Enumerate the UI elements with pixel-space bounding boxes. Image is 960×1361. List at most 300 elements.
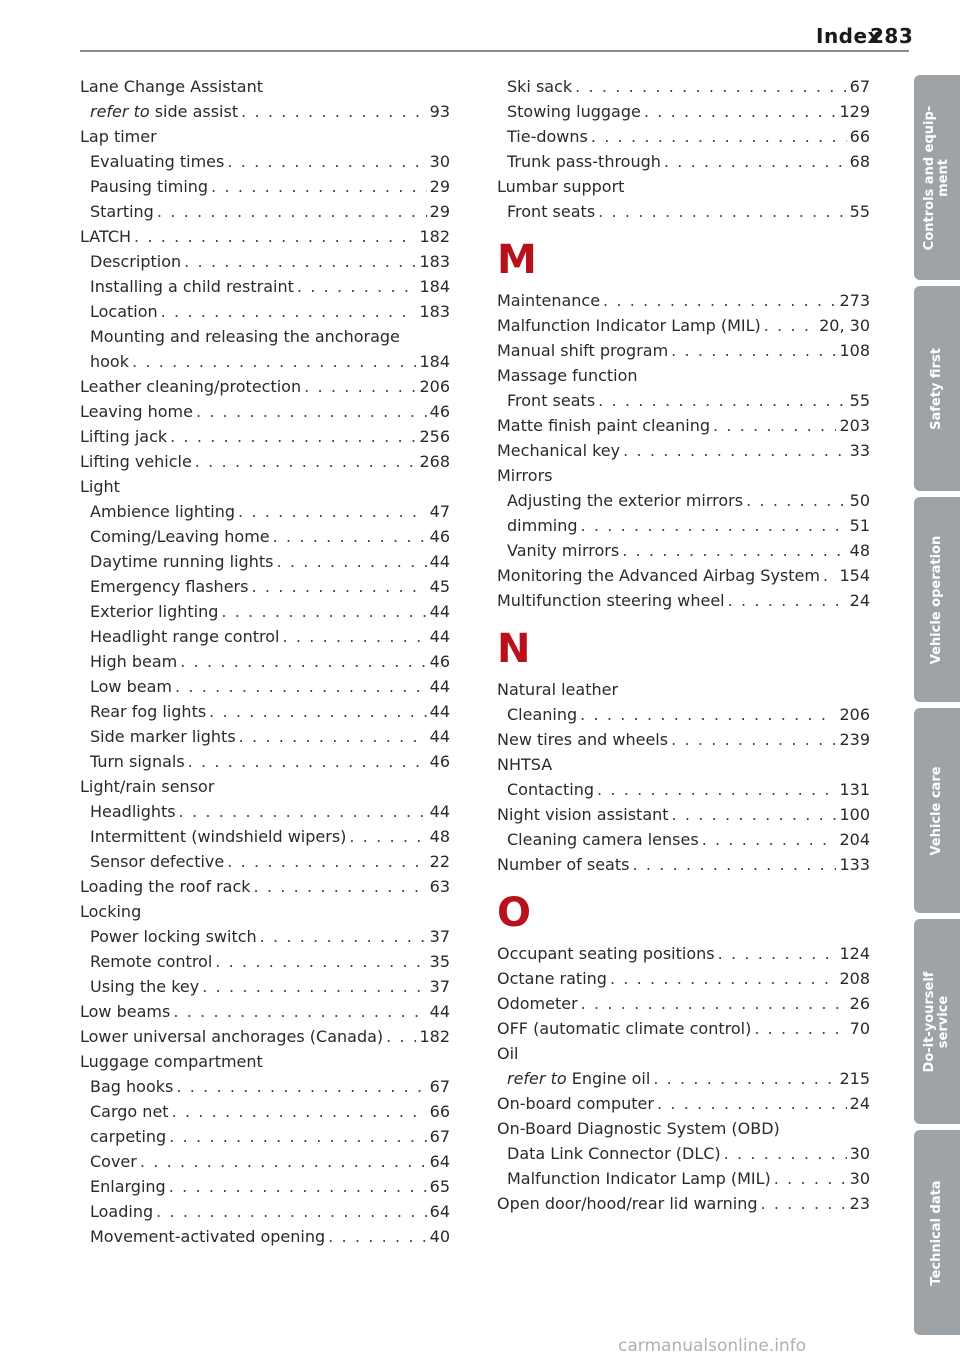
dot-leader (349, 824, 426, 849)
index-entry (497, 513, 870, 538)
entry-page-number: 256 (419, 427, 450, 446)
dot-leader (597, 777, 836, 802)
index-entry (80, 1124, 450, 1149)
dot-leader (664, 149, 847, 174)
section-tab[interactable] (914, 1130, 960, 1335)
entry-page-number: 23 (849, 1194, 870, 1213)
index-entry (80, 299, 450, 324)
entry-page-number: 44 (429, 677, 450, 696)
entry-page-number: 66 (429, 1102, 450, 1121)
dot-leader (580, 702, 836, 727)
entry-page-number: 30 (849, 1169, 870, 1188)
index-entry (80, 174, 450, 199)
dot-leader (632, 852, 836, 877)
entry-page-number: 46 (429, 652, 450, 671)
entry-label: hook (90, 352, 129, 371)
entry-label: Tie-downs (507, 127, 588, 146)
section-tab-label: Vehicle operation (929, 535, 944, 664)
entry-label: Vanity mirrors (507, 541, 620, 560)
index-heading (497, 677, 870, 702)
dot-leader (598, 388, 846, 413)
index-entry (497, 1066, 870, 1091)
entry-page-number: 66 (849, 127, 870, 146)
dot-leader (209, 699, 426, 724)
index-entry (80, 1149, 450, 1174)
dot-leader (195, 449, 417, 474)
index-entry (497, 149, 870, 174)
entry-page-number: 64 (429, 1152, 450, 1171)
index-entry (80, 1074, 450, 1099)
refer-target: side assist (149, 102, 239, 121)
dot-leader (764, 313, 816, 338)
refer-to-text: refer to (507, 1069, 567, 1088)
index-entry (497, 1016, 870, 1041)
dot-leader (169, 1174, 427, 1199)
entry-label: Odometer (497, 994, 578, 1013)
entry-label: Contacting (507, 780, 594, 799)
entry-page-number: 24 (849, 1094, 870, 1113)
entry-page-number: 35 (429, 952, 450, 971)
dot-leader (172, 1099, 427, 1124)
entry-label: Light (80, 477, 120, 496)
entry-label: Bag hooks (90, 1077, 174, 1096)
entry-label: On-board computer (497, 1094, 654, 1113)
index-heading (497, 363, 870, 388)
dot-leader (227, 849, 426, 874)
entry-page-number: 183 (419, 302, 450, 321)
dot-leader (175, 674, 427, 699)
dot-leader (260, 924, 427, 949)
entry-label: Using the key (90, 977, 200, 996)
entry-page-number: 154 (839, 566, 870, 585)
dot-leader (276, 549, 426, 574)
entry-label: Front seats (507, 391, 596, 410)
page-number: 283 (870, 24, 914, 48)
index-entry (80, 699, 450, 724)
index-entry (497, 1091, 870, 1116)
entry-page-number: 30 (849, 1144, 870, 1163)
entry-page-number: 65 (429, 1177, 450, 1196)
index-heading (497, 1116, 870, 1141)
letter-heading: M (497, 237, 537, 283)
index-entry (80, 1099, 450, 1124)
dot-leader (724, 1141, 847, 1166)
entry-label: Mounting and releasing the anchorage (90, 327, 400, 346)
dot-leader (134, 224, 416, 249)
entry-label: Intermittent (windshield wipers) (90, 827, 347, 846)
entry-page-number: 239 (839, 730, 870, 749)
entry-label: Adjusting the exterior mirrors (507, 491, 744, 510)
entry-label: Rear fog lights (90, 702, 207, 721)
entry-page-number: 108 (839, 341, 870, 360)
entry-page-number: 208 (839, 969, 870, 988)
entry-page-number: 67 (429, 1077, 450, 1096)
entry-label: Night vision assistant (497, 805, 669, 824)
index-entry (80, 99, 450, 124)
entry-label: carpeting (90, 1127, 167, 1146)
dot-leader (251, 574, 426, 599)
dot-leader (254, 874, 427, 899)
section-tab[interactable] (914, 75, 960, 280)
entry-label: Daytime running lights (90, 552, 274, 571)
entry-page-number: 46 (429, 402, 450, 421)
entry-label: Power locking switch (90, 927, 257, 946)
entry-page-number: 30 (429, 152, 450, 171)
index-entry (497, 199, 870, 224)
entry-page-number: 40 (429, 1227, 450, 1246)
dot-leader (761, 1191, 847, 1216)
entry-label: Location (90, 302, 158, 321)
entry-label: Cleaning (507, 705, 578, 724)
entry-page-number: 37 (429, 927, 450, 946)
entry-label: Leaving home (80, 402, 193, 421)
entry-label: Light/rain sensor (80, 777, 215, 796)
dot-leader (754, 1016, 846, 1041)
entry-label: High beam (90, 652, 178, 671)
entry-page-number: 29 (429, 202, 450, 221)
index-entry (497, 99, 870, 124)
dot-leader (132, 349, 416, 374)
entry-label: Maintenance (497, 291, 601, 310)
dot-leader (672, 802, 837, 827)
entry-label: dimming (507, 516, 578, 535)
index-entry (80, 224, 450, 249)
entry-page-number: 133 (839, 855, 870, 874)
entry-page-number: 100 (839, 805, 870, 824)
index-entry (497, 802, 870, 827)
index-column-right (497, 74, 870, 1216)
index-entry (497, 852, 870, 877)
dot-leader (282, 624, 426, 649)
index-entry (497, 991, 870, 1016)
entry-label: OFF (automatic climate control) (497, 1019, 752, 1038)
dot-leader (728, 588, 847, 613)
dot-leader (598, 199, 846, 224)
dot-leader (161, 299, 417, 324)
index-entry (80, 1224, 450, 1249)
entry-label: Occupant seating positions (497, 944, 715, 963)
dot-leader (188, 749, 427, 774)
entry-page-number: 46 (429, 527, 450, 546)
dot-leader (671, 338, 836, 363)
dot-leader (173, 999, 426, 1024)
index-heading (80, 124, 450, 149)
entry-page-number: 70 (849, 1019, 870, 1038)
index-entry (80, 824, 450, 849)
entry-label: Evaluating times (90, 152, 225, 171)
dot-leader (622, 538, 846, 563)
entry-page-number: 124 (839, 944, 870, 963)
dot-leader (657, 1091, 847, 1116)
index-entry (497, 827, 870, 852)
dot-leader (140, 1149, 427, 1174)
entry-label: Number of seats (497, 855, 630, 874)
section-tab[interactable] (914, 708, 960, 913)
entry-page-number: 55 (849, 391, 870, 410)
entry-label: Remote control (90, 952, 213, 971)
index-entry (80, 374, 450, 399)
entry-label: Headlight range control (90, 627, 280, 646)
entry-label: Sensor defective (90, 852, 225, 871)
header-rule (80, 50, 909, 52)
index-heading (80, 1049, 450, 1074)
entry-page-number: 67 (849, 77, 870, 96)
entry-label: Ski sack (507, 77, 573, 96)
entry-page-number: 48 (849, 541, 870, 560)
entry-label: Monitoring the Advanced Airbag System (497, 566, 820, 585)
dot-leader (241, 99, 427, 124)
dot-leader (273, 524, 427, 549)
dot-leader (823, 563, 837, 588)
entry-label: NHTSA (497, 755, 553, 774)
dot-leader (297, 274, 417, 299)
entry-page-number: 44 (429, 602, 450, 621)
entry-label: New tires and wheels (497, 730, 669, 749)
dot-leader (196, 399, 427, 424)
index-heading (497, 1041, 870, 1066)
entry-label: Lap timer (80, 127, 157, 146)
entry-page-number: 45 (429, 577, 450, 596)
index-heading (497, 463, 870, 488)
index-entry (80, 624, 450, 649)
entry-label: Lower universal anchorages (Canada) (80, 1027, 384, 1046)
dot-leader (713, 413, 836, 438)
section-tab[interactable] (914, 497, 960, 702)
entry-label: LATCH (80, 227, 132, 246)
entry-page-number: 182 (419, 227, 450, 246)
letter-heading: N (497, 626, 531, 672)
entry-label: Headlights (90, 802, 176, 821)
entry-label: Multifunction steering wheel (497, 591, 725, 610)
index-entry (80, 924, 450, 949)
entry-label (507, 1066, 650, 1091)
entry-label: Ambience lighting (90, 502, 236, 521)
index-entry (497, 413, 870, 438)
dot-leader (746, 488, 847, 513)
section-tab[interactable] (914, 286, 960, 491)
dot-leader (671, 727, 836, 752)
dot-leader (221, 599, 426, 624)
entry-label: Front seats (507, 202, 596, 221)
index-entry (80, 424, 450, 449)
dot-leader (239, 724, 427, 749)
index-entry (497, 438, 870, 463)
entry-page-number: 22 (429, 852, 450, 871)
index-entry (80, 674, 450, 699)
dot-leader (211, 174, 427, 199)
entry-page-number: 44 (429, 552, 450, 571)
entry-page-number: 67 (429, 1127, 450, 1146)
entry-label: Stowing luggage (507, 102, 641, 121)
index-entry (80, 574, 450, 599)
entry-page-number: 182 (419, 1027, 450, 1046)
index-entry (497, 966, 870, 991)
entry-label: Oil (497, 1044, 519, 1063)
entry-label: Cleaning camera lenses (507, 830, 699, 849)
index-entry (80, 599, 450, 624)
entry-page-number: 51 (849, 516, 870, 535)
entry-label: Data Link Connector (DLC) (507, 1144, 721, 1163)
entry-label: Natural leather (497, 680, 619, 699)
refer-target: Engine oil (566, 1069, 651, 1088)
dot-leader (156, 1199, 427, 1224)
index-entry (497, 338, 870, 363)
index-entry (80, 649, 450, 674)
page-section-title: Index (816, 24, 881, 48)
entry-page-number: 44 (429, 1002, 450, 1021)
index-column-left (80, 74, 450, 1249)
entry-label: Octane rating (497, 969, 607, 988)
entry-label: Turn signals (90, 752, 185, 771)
index-entry (497, 74, 870, 99)
dot-leader (176, 1074, 426, 1099)
dot-leader (304, 374, 416, 399)
entry-label: Trunk pass-through (507, 152, 661, 171)
entry-label: Lumbar support (497, 177, 625, 196)
entry-label: Cargo net (90, 1102, 169, 1121)
dot-leader (169, 1124, 426, 1149)
section-tabs (914, 75, 960, 1341)
entry-label: Cover (90, 1152, 137, 1171)
entry-label: Open door/hood/rear lid warning (497, 1194, 758, 1213)
entry-label: Malfunction Indicator Lamp (MIL) (497, 316, 761, 335)
entry-page-number: 203 (839, 416, 870, 435)
index-entry (497, 313, 870, 338)
entry-label: Lifting vehicle (80, 452, 192, 471)
index-entry (80, 874, 450, 899)
section-tab-label: Controls and equip- ment (922, 105, 951, 250)
entry-page-number: 26 (849, 994, 870, 1013)
section-tab[interactable] (914, 919, 960, 1124)
entry-label: Locking (80, 902, 142, 921)
entry-page-number: 268 (419, 452, 450, 471)
entry-label: Side marker lights (90, 727, 236, 746)
index-heading (497, 752, 870, 777)
dot-leader (581, 513, 847, 538)
watermark: carmanualsonline.info (618, 1336, 807, 1356)
entry-page-number: 44 (429, 702, 450, 721)
index-entry (80, 449, 450, 474)
index-entry (80, 199, 450, 224)
entry-page-number: 93 (429, 102, 450, 121)
index-entry (80, 724, 450, 749)
index-entry (497, 538, 870, 563)
index-entry (497, 288, 870, 313)
entry-page-number: 44 (429, 802, 450, 821)
entry-page-number: 64 (429, 1202, 450, 1221)
letter-heading: O (497, 890, 532, 936)
dot-leader (581, 991, 847, 1016)
entry-label: Mechanical key (497, 441, 621, 460)
entry-label (90, 99, 238, 124)
index-entry (497, 124, 870, 149)
index-entry (80, 749, 450, 774)
entry-label: Manual shift program (497, 341, 669, 360)
entry-label: Malfunction Indicator Lamp (MIL) (507, 1169, 771, 1188)
index-entry (80, 349, 450, 374)
entry-label: Description (90, 252, 182, 271)
section-tab-label: Do-it-yourself service (922, 971, 951, 1072)
entry-page-number: 131 (839, 780, 870, 799)
entry-page-number: 273 (839, 291, 870, 310)
entry-label: Loading the roof rack (80, 877, 251, 896)
dot-leader (184, 249, 416, 274)
dot-leader (591, 124, 847, 149)
index-heading (80, 774, 450, 799)
dot-leader (215, 949, 426, 974)
entry-label: Installing a child restraint (90, 277, 294, 296)
index-entry (80, 249, 450, 274)
index-heading (80, 324, 450, 349)
dot-leader (238, 499, 427, 524)
index-entry (497, 563, 870, 588)
entry-page-number: 37 (429, 977, 450, 996)
entry-label: Low beams (80, 1002, 171, 1021)
section-tab-label: Technical data (929, 1179, 944, 1286)
dot-leader (623, 438, 847, 463)
index-entry (497, 488, 870, 513)
entry-page-number: 20, 30 (819, 316, 870, 335)
dot-leader (702, 827, 837, 852)
dot-leader (653, 1066, 836, 1091)
entry-label: Movement-activated opening (90, 1227, 326, 1246)
entry-label: Luggage compartment (80, 1052, 263, 1071)
index-heading (80, 74, 450, 99)
entry-page-number: 44 (429, 727, 450, 746)
entry-label: Lifting jack (80, 427, 168, 446)
index-entry (80, 999, 450, 1024)
entry-page-number: 206 (419, 377, 450, 396)
entry-page-number: 48 (429, 827, 450, 846)
index-heading (497, 174, 870, 199)
index-entry (497, 1166, 870, 1191)
entry-label: Massage function (497, 366, 638, 385)
index-entry (80, 849, 450, 874)
index-entry (497, 941, 870, 966)
index-entry (497, 777, 870, 802)
entry-page-number: 24 (849, 591, 870, 610)
index-entry (497, 588, 870, 613)
entry-page-number: 206 (839, 705, 870, 724)
index-entry (497, 702, 870, 727)
index-entry (80, 149, 450, 174)
entry-label: Lane Change Assistant (80, 77, 264, 96)
dot-leader (386, 1024, 416, 1049)
dot-leader (644, 99, 837, 124)
entry-page-number: 46 (429, 752, 450, 771)
entry-page-number: 44 (429, 627, 450, 646)
index-entry (80, 399, 450, 424)
index-entry (80, 1024, 450, 1049)
entry-page-number: 129 (839, 102, 870, 121)
entry-label: Emergency flashers (90, 577, 249, 596)
dot-leader (227, 149, 426, 174)
section-tab-label: Safety first (929, 347, 944, 430)
dot-leader (575, 74, 846, 99)
dot-leader (179, 799, 427, 824)
index-entry (80, 274, 450, 299)
dot-leader (157, 199, 427, 224)
entry-label: Enlarging (90, 1177, 166, 1196)
index-entry (497, 1191, 870, 1216)
index-heading (80, 474, 450, 499)
index-entry (80, 799, 450, 824)
refer-to-text: refer to (90, 102, 150, 121)
index-entry (80, 1174, 450, 1199)
entry-page-number: 183 (419, 252, 450, 271)
index-entry (80, 524, 450, 549)
index-entry (80, 1199, 450, 1224)
